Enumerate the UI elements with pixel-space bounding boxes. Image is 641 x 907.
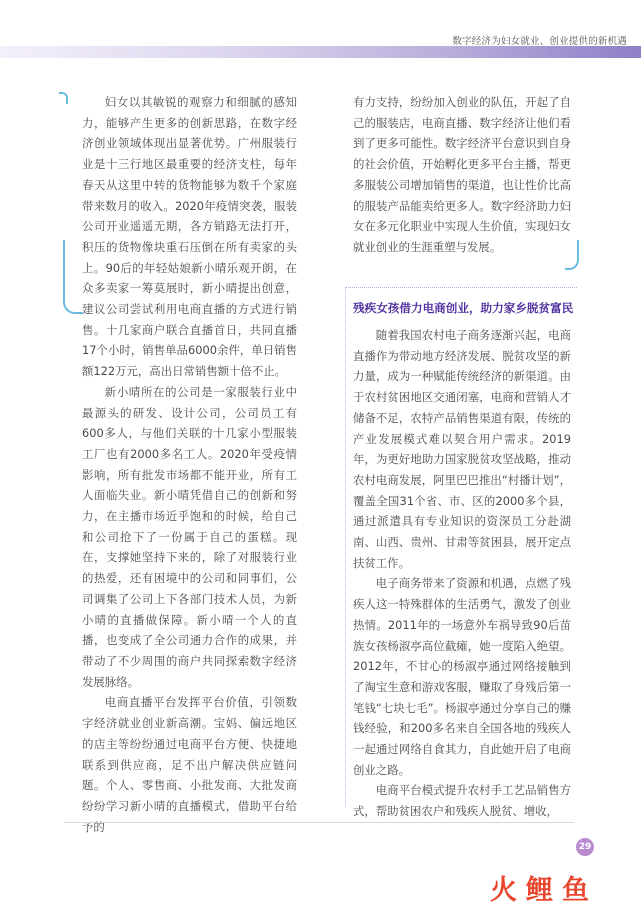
watermark-logo	[490, 868, 620, 906]
decorative-bracket	[59, 92, 68, 104]
paragraph: 电子商务带来了资源和机遇，点燃了残疾人这一特殊群体的生活勇气，激发了创业热情。2011年的一场意外车祸导致90后苗族女孩杨淑亭高位截瘫，她一度陷入绝望。2012年，不甘心的杨淑亭通过网络接触到了淘宝生意和游戏客服，赚取了身残后第一笔钱“七块七毛”。杨淑亭通过分享自己的赚钱经验，和200多名来自全国各地的残疾人一起通过网络自食其力，自此她开启了电商创业之路。	[353, 576, 571, 777]
paragraph: 妇女以其敏锐的观察力和细腻的感知力，能够产生更多的创新思路，在数字经济创业领域体现出显著优势。广州服装行业是十三行地区最重要的经济支柱，每年春天从这里中转的货物能够为数千个家庭带来数月的收入。2020年疫情突袭，服装公司开业遥遥无期，各方销路无法打开，积压的货物像块重石压倒在所有卖家的头上。90后的年轻姑娘新小晴乐观开朗，在众多卖家一筹莫展时，新小晴提出创意，建议公司尝试利用电商直播的方式进行销售。十几家商户联合直播首日，共同直播17个小时，销售单品6000余件，单日销售额122万元，高出日常销售额十倍不止。	[82, 95, 297, 379]
right-column-top	[353, 92, 571, 258]
header-band	[0, 46, 641, 58]
running-header-title: 数字经济为妇女就业、创业提供的新机遇	[452, 36, 627, 47]
paragraph: 有力支持，纷纷加入创业的队伍，开起了自己的服装店，电商直播、数字经济让他们看到了更多可能性。数字经济平台意识到自身的社会价值，开始孵化更多平台主播，帮更多服装公司增加销售的渠道，也让性价比高的服装产品能卖给更多人。数字经济助力妇女在多元化职业中实现人生价值，实现妇女就业创业的生涯重塑与发展。	[353, 95, 571, 254]
page-number: 29	[576, 838, 594, 856]
paragraph: 新小晴所在的公司是一家服装行业中最源头的研发、设计公司，公司员工有600多人，与他们关联的十几家小型服装工厂也有2000多名工人。2020年受疫情影响，所有批发市场都不能开业，所有工人面临失业。新小晴凭借自己的创新和努力，在主播市场近乎饱和的时候，给自己和公司抢下了一份属于自己的蛋糕。现在，支撑她坚持下来的，除了对服装行业的热爱，还有困境中的公司和同事们，公司调集了公司上下各部门技术人员，为新小晴的直播做保障。新小晴一个人的直播，也变成了全公司通力合作的成果，并带动了不少周围的商户共同探索数字经济发展脉络。	[82, 384, 297, 689]
section-box-top-border	[345, 287, 577, 288]
paragraph: 电商平台模式提升农村手工艺品销售方式，帮助贫困农户和残疾人脱贫、增收，	[353, 783, 571, 819]
right-column-section	[353, 325, 571, 822]
watermark-char: 火	[490, 875, 517, 906]
section-heading: 残疾女孩借力电商创业，助力家乡脱贫富民	[353, 301, 574, 315]
watermark-char: 鱼	[562, 875, 589, 906]
section-box-left-border	[345, 287, 346, 807]
paragraph: 随着我国农村电子商务逐渐兴起，电商直播作为带动地方经济发展、脱贫攻坚的新力量，成为一种赋能传统经济的新渠道。由于农村贫困地区交通闭塞，电商和营销人才储备不足，农特产品销售渠道有限，传统的产业发展模式难以契合用户需求。2019年，为更好地助力国家脱贫攻坚战略，推动农村电商发展，阿里巴巴推出“村播计划”，覆盖全国31个省、市、区的2000多个县，通过派遣具有专业知识的资深员工分赴湖南、山西、贵州、甘肃等贫困县，展开定点扶贫工作。	[353, 328, 571, 570]
decorative-bracket	[63, 240, 83, 314]
decorative-bracket	[565, 240, 579, 270]
paragraph: 电商直播平台发挥平台价值，引领数字经济就业创业新高潮。宝妈、偏远地区的店主等纷纷通过电商平台方便、快捷地联系到供应商，足不出户解决供应链问题。个人、零售商、小批发商、大批发商纷纷学习新小晴的直播模式，借助平台给予的	[82, 695, 297, 834]
watermark-char: 鲤	[526, 875, 553, 906]
footer-divider	[64, 822, 574, 823]
left-column	[82, 92, 297, 837]
